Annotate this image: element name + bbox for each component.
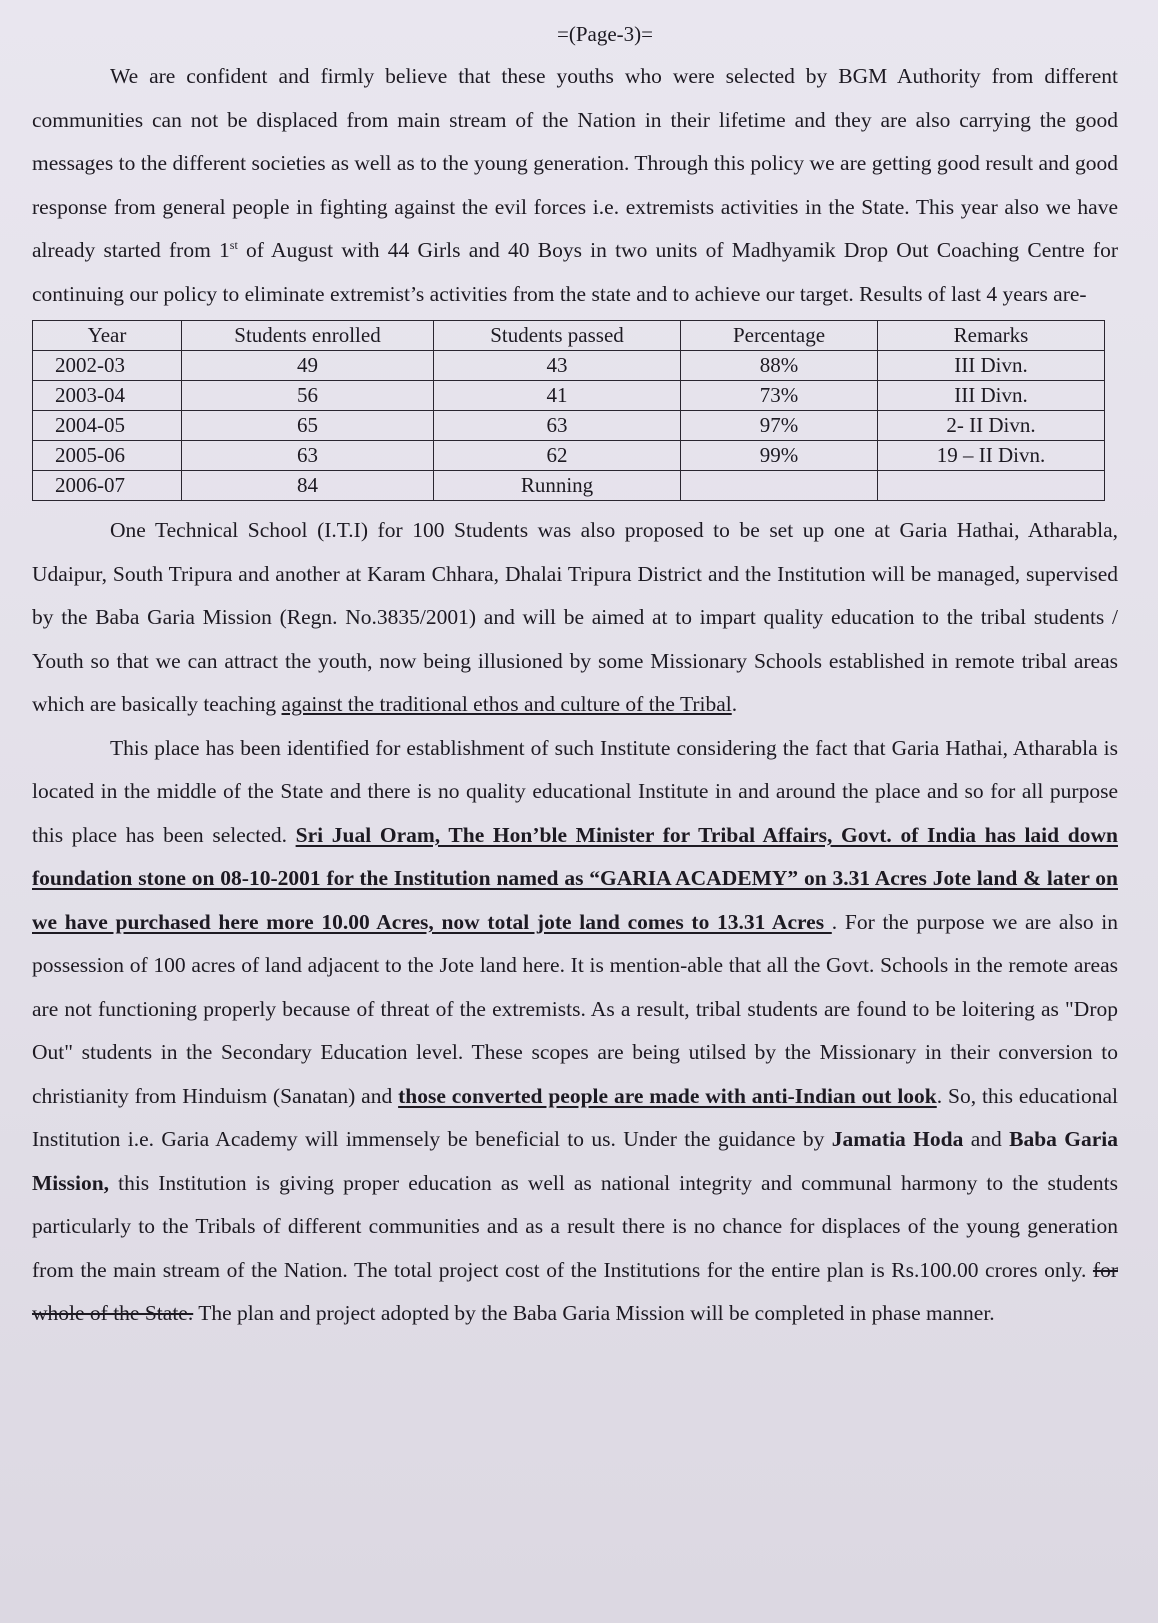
page-number-header: =(Page-3)= bbox=[557, 22, 653, 46]
paragraph-garia-academy-text-c: . So, this educational Institution i.e. Garia Academy will immensely be beneficial to us. Under the guidance by bbox=[32, 1083, 1118, 1151]
cell-passed: 43 bbox=[434, 351, 681, 381]
cell-enrolled: 56 bbox=[182, 381, 434, 411]
header-remarks: Remarks bbox=[878, 321, 1105, 351]
emphasis-converted-people: those converted people are made with anti-Indian out look bbox=[398, 1083, 937, 1108]
table-row bbox=[33, 471, 1105, 501]
cell-passed: 62 bbox=[434, 441, 681, 471]
underlined-phrase-tribal-ethos: against the traditional ethos and culture of the Tribal bbox=[281, 692, 732, 716]
paragraph-garia-academy bbox=[32, 727, 1118, 1336]
header-students-enrolled: Students enrolled bbox=[182, 321, 434, 351]
paragraph-garia-academy-text-g: The plan and project adopted by the Baba Garia Mission will be completed in phase manner. bbox=[193, 1301, 995, 1325]
paragraph-technical-school bbox=[32, 509, 1118, 727]
cell-remarks: III Divn. bbox=[878, 381, 1105, 411]
cell-remarks: 2- II Divn. bbox=[878, 411, 1105, 441]
cell-remarks: 19 – II Divn. bbox=[878, 441, 1105, 471]
cell-percentage bbox=[681, 471, 878, 501]
cell-passed: Running bbox=[434, 471, 681, 501]
header-students-passed: Students passed bbox=[434, 321, 681, 351]
header-percentage: Percentage bbox=[681, 321, 878, 351]
paragraph-garia-academy-text-b: . For the purpose we are also in possession of 100 acres of land adjacent to the Jote land here. It is mention-able that all the Govt. Schools in the remote areas are not functioning properly because of threat of the extremists. As a result, tribal students are found to be loitering as "Drop Out" students in the Secondary Education level. These scopes are being utilsed by the Missionary in their conversion to christianity from Hinduism (Sanatan) and bbox=[32, 909, 1118, 1108]
cell-enrolled: 65 bbox=[182, 411, 434, 441]
results-table bbox=[32, 320, 1105, 501]
cell-passed: 63 bbox=[434, 411, 681, 441]
cell-year: 2002-03 bbox=[33, 351, 182, 381]
struck-out-phrase: for whole of the State. bbox=[32, 1257, 1118, 1325]
paragraph-technical-school-end: . bbox=[731, 692, 738, 716]
paragraph-garia-academy-text-d: and bbox=[963, 1127, 1010, 1151]
cell-year: 2004-05 bbox=[33, 411, 182, 441]
paragraph-garia-academy-text-a: This place has been identified for establishment of such Institute considering the fact that Garia Hathai, Atharabla is located in the middle of the State and there is no quality educational Institute in and around the place and so for all purpose this place has been selected. bbox=[32, 735, 1118, 847]
cell-enrolled: 63 bbox=[182, 441, 434, 471]
paragraph-garia-academy-text-f: . bbox=[1080, 1257, 1093, 1282]
cell-percentage: 73% bbox=[681, 381, 878, 411]
table-row bbox=[33, 411, 1105, 441]
paragraph-technical-school-text: One Technical School (I.T.I) for 100 Students was also proposed to be set up one at Garia Hathai, Atharabla, Udaipur, South Tripura and another at Karam Chhara, Dhalai Tripura District and the Institution will be managed, supervised by the Baba Garia Mission (Regn. No.3835/2001) and will be aimed at to impart quality education to the tribal students / Youth so that we can attract the youth, now being illusioned by some Missionary Schools established in remote tribal areas which are basically teaching bbox=[32, 518, 1118, 716]
paragraph-youths-text-a: We are confident and firmly believe that these youths who were selected by BGM Authority from different communities can not be displaced from main stream of the Nation in their lifetime and they are also carrying the good messages to the different societies as well as to the young generation. Through this policy we are getting good result and good response from general people in fighting against the evil forces i.e. extremists activities in the State. This year also we have already started from 1 bbox=[32, 64, 1118, 262]
cell-remarks: III Divn. bbox=[878, 351, 1105, 381]
cell-passed: 41 bbox=[434, 381, 681, 411]
cell-year: 2005-06 bbox=[33, 441, 182, 471]
cell-enrolled: 84 bbox=[182, 471, 434, 501]
emphasis-jamatia-hoda: Jamatia Hoda bbox=[831, 1127, 964, 1151]
cell-percentage: 97% bbox=[681, 411, 878, 441]
cell-percentage: 88% bbox=[681, 351, 878, 381]
ordinal-suffix: st bbox=[229, 237, 238, 252]
emphasis-baba-garia-mission: Baba Garia Mission, bbox=[32, 1127, 1119, 1195]
cell-percentage: 99% bbox=[681, 441, 878, 471]
paragraph-youths-text-b: of August with 44 Girls and 40 Boys in two units of Madhyamik Drop Out Coaching Centre for continuing our policy to eliminate extremist’s activities from the state and to achieve our target. Results of last 4 years are- bbox=[32, 238, 1118, 306]
table-row bbox=[33, 441, 1105, 471]
table-row bbox=[33, 381, 1105, 411]
table-row bbox=[33, 351, 1105, 381]
cell-enrolled: 49 bbox=[182, 351, 434, 381]
paragraph-youths bbox=[32, 55, 1118, 316]
table-header-row bbox=[33, 321, 1105, 351]
paragraph-garia-academy-text-e: this Institution is giving proper education as well as national integrity and communal harmony to the students particularly to the Tribals of different communities and as a result there is no chance for displaces of the young generation from the main stream of the Nation. The total project cost of the Institutions for the entire plan is Rs.100.00 crores only bbox=[32, 1170, 1118, 1282]
cell-year: 2006-07 bbox=[33, 471, 182, 501]
header-year: Year bbox=[33, 321, 182, 351]
emphasis-foundation-stone: Sri Jual Oram, The Hon’ble Minister for Tribal Affairs, Govt. of India has laid down foundation stone on 08-10-2001 for the Institution named as “GARIA ACADEMY” on 3.31 Acres Jote land & later on we have purchased here more 10.00 Acres, now total jote land comes to 13.31 Acres bbox=[32, 822, 1118, 934]
cell-remarks bbox=[878, 471, 1105, 501]
cell-year: 2003-04 bbox=[33, 381, 182, 411]
